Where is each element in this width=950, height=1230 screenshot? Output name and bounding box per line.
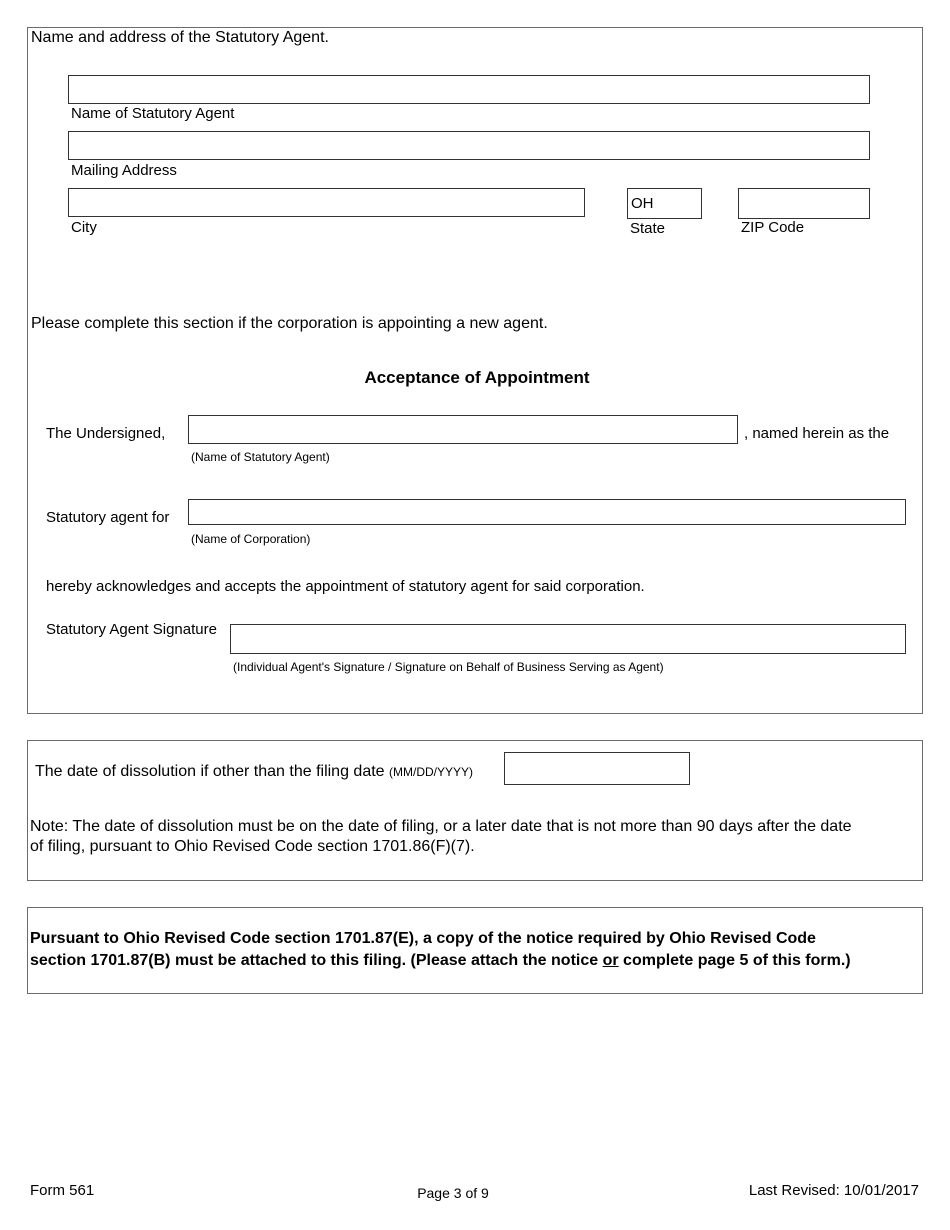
acknowledgement-text: hereby acknowledges and accepts the appointment of statutory agent for said corporation.: [46, 578, 645, 595]
acceptance-heading: Acceptance of Appointment: [364, 368, 590, 387]
notice-or: or: [602, 952, 619, 969]
notice-line1: Pursuant to Ohio Revised Code section 1701.87(E), a copy of the notice required by Ohio Revised Code: [30, 930, 816, 947]
agent-name-input[interactable]: [68, 75, 870, 104]
dissolution-note-line1: Note: The date of dissolution must be on the date of filing, or a later date that is not more than 90 days after the date: [30, 818, 852, 835]
state-input[interactable]: OH: [627, 188, 702, 219]
undersigned-agent-name-input[interactable]: [188, 415, 738, 444]
undersigned-label: The Undersigned,: [46, 425, 166, 442]
signature-hint: (Individual Agent's Signature / Signature on Behalf of Business Serving as Agent): [233, 660, 664, 674]
last-revised: Last Revised: 10/01/2017: [748, 1182, 919, 1199]
signature-label: Statutory Agent Signature: [46, 621, 217, 638]
named-herein-text: , named herein as the: [744, 425, 890, 442]
city-input[interactable]: [68, 188, 585, 217]
state-label: State: [630, 220, 666, 237]
date-format-hint: (MM/DD/YYYY): [389, 765, 474, 779]
page-number: Page 3 of 9: [417, 1185, 489, 1201]
new-agent-instruction: Please complete this section if the corporation is appointing a new agent.: [31, 315, 548, 332]
corporation-name-input[interactable]: [188, 499, 906, 525]
undersigned-hint: (Name of Statutory Agent): [191, 450, 330, 464]
corporation-hint: (Name of Corporation): [191, 532, 311, 546]
dissolution-date-input[interactable]: [504, 752, 690, 785]
dissolution-date-label: [35, 763, 473, 781]
agent-section-title: Name and address of the Statutory Agent.: [31, 29, 329, 46]
mailing-address-label: Mailing Address: [71, 162, 177, 179]
notice-line2-post: complete page 5 of this form.): [618, 952, 851, 969]
mailing-address-input[interactable]: [68, 131, 870, 160]
zip-code-input[interactable]: [738, 188, 870, 219]
zip-code-label: ZIP Code: [741, 219, 805, 236]
notice-line2-pre: section 1701.87(B) must be attached to this filing. (Please attach the notice: [30, 952, 603, 969]
agent-signature-input[interactable]: [230, 624, 906, 654]
agent-for-label: Statutory agent for: [46, 509, 170, 526]
notice-line2: [30, 952, 851, 970]
dissolution-date-text: The date of dissolution if other than the filing date: [35, 763, 385, 780]
city-label: City: [71, 219, 97, 236]
agent-name-label: Name of Statutory Agent: [71, 105, 235, 122]
dissolution-section: [27, 740, 923, 881]
notice-section: [27, 907, 923, 994]
dissolution-note-line2: of filing, pursuant to Ohio Revised Code section 1701.86(F)(7).: [30, 838, 475, 855]
form-number: Form 561: [30, 1182, 95, 1199]
